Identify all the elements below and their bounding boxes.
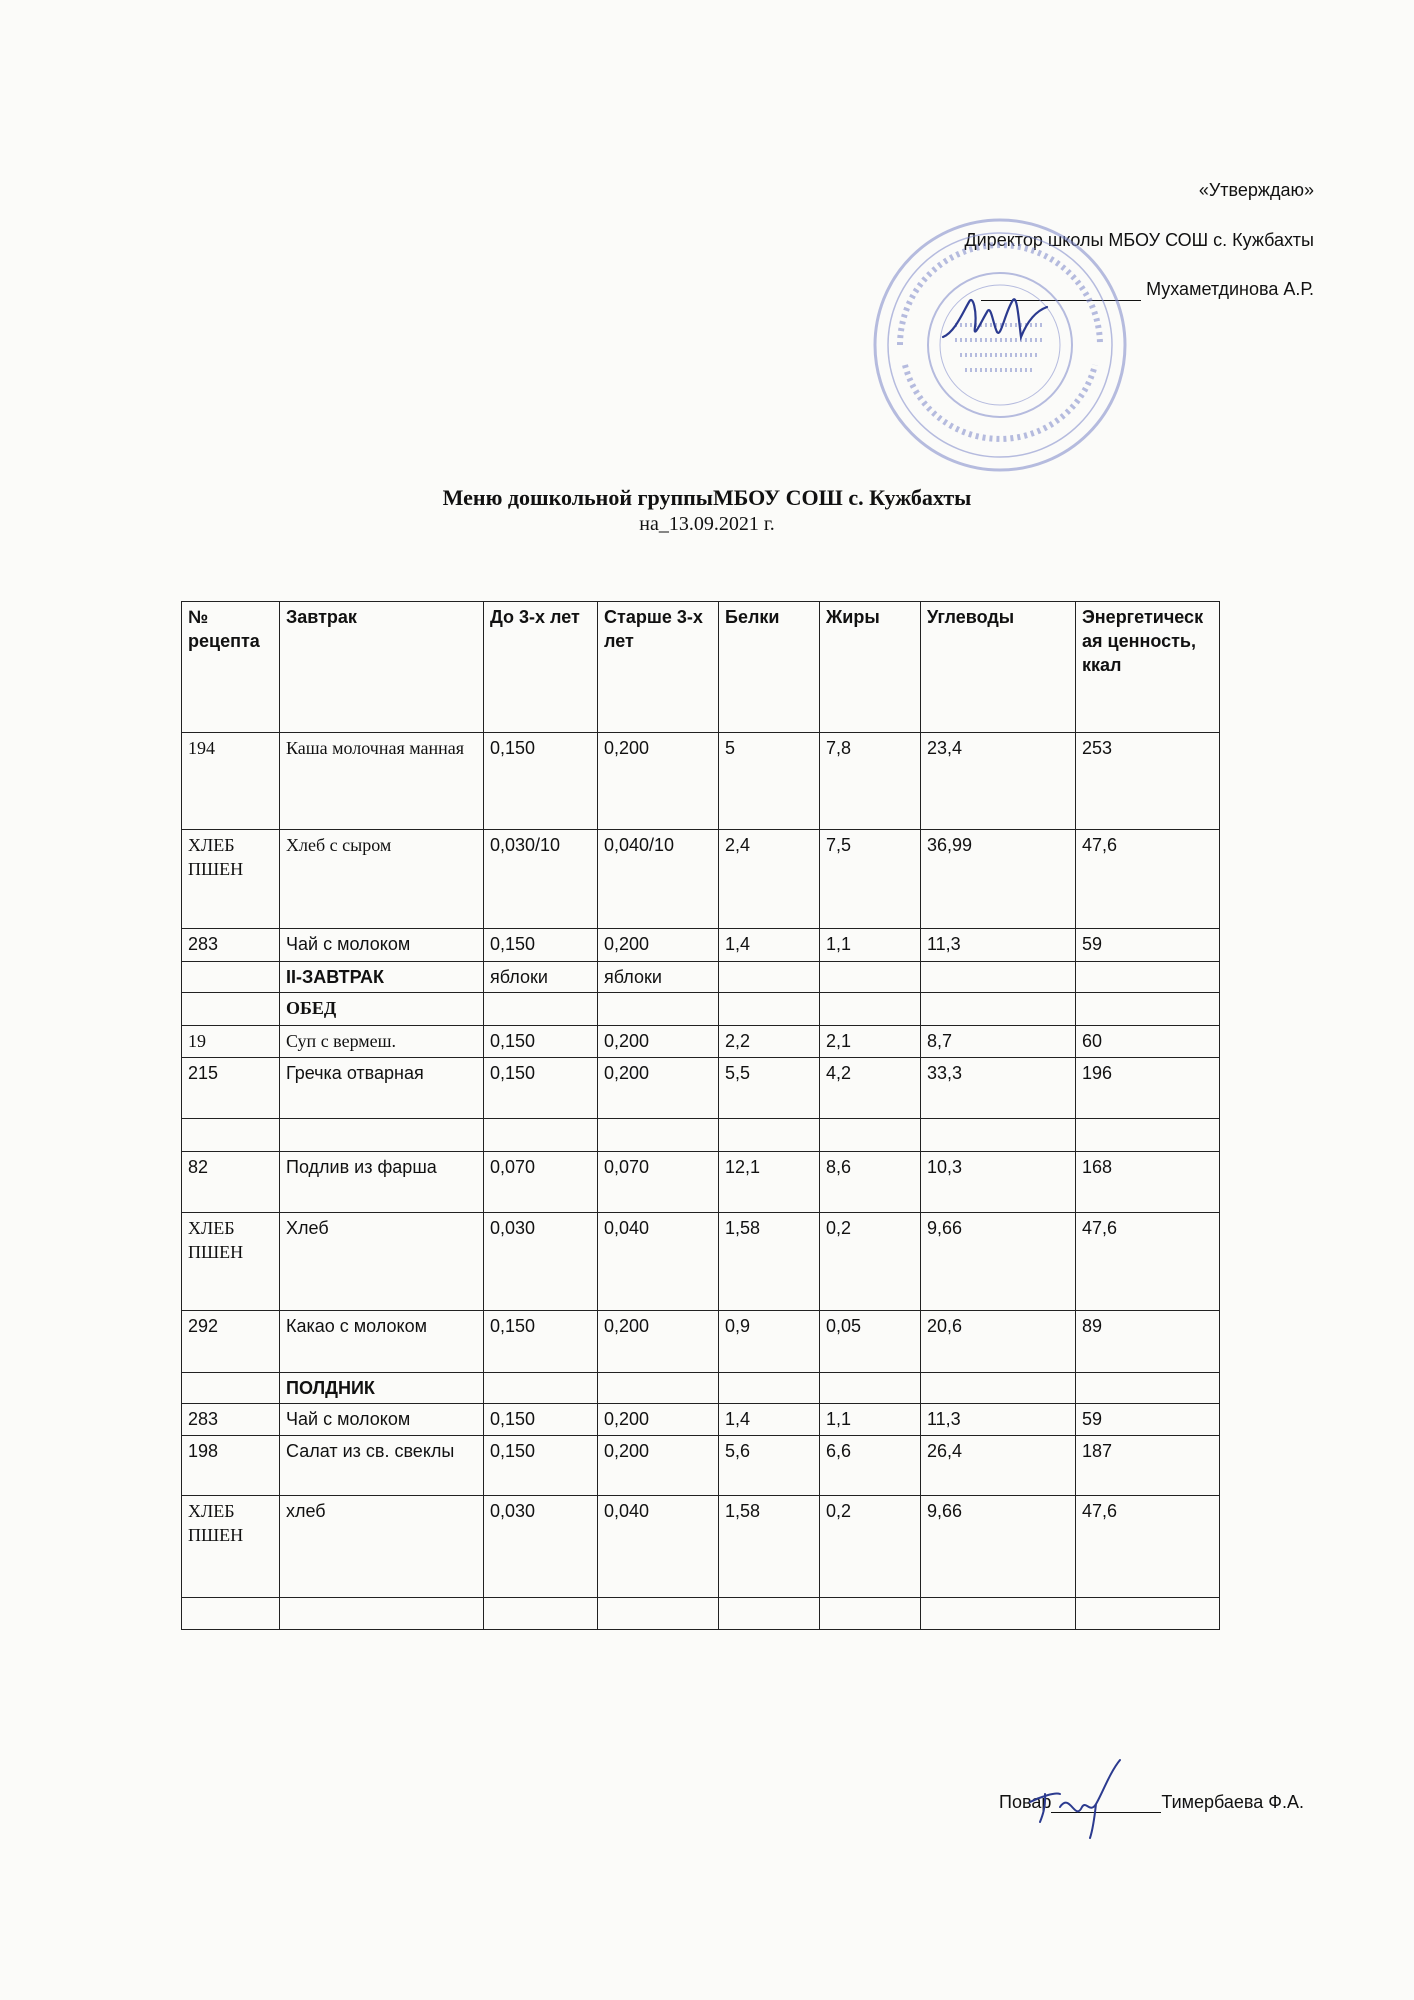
recipe-no-cell: ХЛЕБ ПШЕН bbox=[182, 1496, 280, 1598]
document-title-block bbox=[0, 485, 1414, 536]
header-over-3: Старше 3-х лет bbox=[598, 602, 719, 733]
portion-under-3-cell: 0,150 bbox=[484, 1436, 598, 1496]
table-row bbox=[182, 1404, 1220, 1436]
portion-under-3-cell: 0,030/10 bbox=[484, 830, 598, 929]
protein-cell: 12,1 bbox=[719, 1152, 820, 1213]
dish-cell: Подлив из фарша bbox=[280, 1152, 484, 1213]
portion-over-3-cell bbox=[598, 1119, 719, 1152]
protein-cell: 1,4 bbox=[719, 1404, 820, 1436]
cook-signature bbox=[1020, 1752, 1130, 1842]
table-row-empty bbox=[182, 1119, 1220, 1152]
fat-cell bbox=[820, 962, 921, 993]
document-date: на_13.09.2021 г. bbox=[639, 513, 775, 535]
cook-name: Тимербаева Ф.А. bbox=[1161, 1792, 1304, 1812]
carbs-cell: 9,66 bbox=[921, 1213, 1076, 1311]
carbs-cell: 33,3 bbox=[921, 1058, 1076, 1119]
dish-cell: Хлеб bbox=[280, 1213, 484, 1311]
portion-under-3-cell: 0,150 bbox=[484, 1404, 598, 1436]
portion-under-3-cell: 0,150 bbox=[484, 1026, 598, 1058]
energy-cell: 89 bbox=[1076, 1311, 1220, 1373]
section-afternoon-snack: ПОЛДНИК bbox=[280, 1373, 484, 1404]
dish-cell bbox=[280, 1119, 484, 1152]
dish-cell: Гречка отварная bbox=[280, 1058, 484, 1119]
energy-cell bbox=[1076, 1119, 1220, 1152]
carbs-cell: 10,3 bbox=[921, 1152, 1076, 1213]
protein-cell: 5,5 bbox=[719, 1058, 820, 1119]
header-fat: Жиры bbox=[820, 602, 921, 733]
dish-cell: хлеб bbox=[280, 1496, 484, 1598]
recipe-no-cell: 194 bbox=[182, 733, 280, 830]
recipe-no-cell: 19 bbox=[182, 1026, 280, 1058]
portion-over-3-cell: 0,070 bbox=[598, 1152, 719, 1213]
portion-over-3-cell: 0,200 bbox=[598, 1026, 719, 1058]
energy-cell: 187 bbox=[1076, 1436, 1220, 1496]
portion-under-3-cell: 0,070 bbox=[484, 1152, 598, 1213]
fat-cell: 2,1 bbox=[820, 1026, 921, 1058]
portion-under-3-cell: 0,150 bbox=[484, 733, 598, 830]
carbs-cell bbox=[921, 1598, 1076, 1630]
protein-cell: 5,6 bbox=[719, 1436, 820, 1496]
carbs-cell: 8,7 bbox=[921, 1026, 1076, 1058]
carbs-cell bbox=[921, 1373, 1076, 1404]
fat-cell: 7,8 bbox=[820, 733, 921, 830]
portion-under-3-cell: яблоки bbox=[484, 962, 598, 993]
recipe-no-cell: ХЛЕБ ПШЕН bbox=[182, 1213, 280, 1311]
table-row-section bbox=[182, 962, 1220, 993]
carbs-cell bbox=[921, 1119, 1076, 1152]
energy-cell: 168 bbox=[1076, 1152, 1220, 1213]
carbs-cell: 23,4 bbox=[921, 733, 1076, 830]
protein-cell: 0,9 bbox=[719, 1311, 820, 1373]
section-second-breakfast: II-ЗАВТРАК bbox=[280, 962, 484, 993]
table-row bbox=[182, 1213, 1220, 1311]
carbs-cell: 26,4 bbox=[921, 1436, 1076, 1496]
fat-cell: 6,6 bbox=[820, 1436, 921, 1496]
carbs-cell: 9,66 bbox=[921, 1496, 1076, 1598]
recipe-no-cell: 215 bbox=[182, 1058, 280, 1119]
portion-under-3-cell bbox=[484, 1598, 598, 1630]
recipe-no-cell: ХЛЕБ ПШЕН bbox=[182, 830, 280, 929]
energy-cell: 253 bbox=[1076, 733, 1220, 830]
carbs-cell: 20,6 bbox=[921, 1311, 1076, 1373]
director-signature bbox=[935, 282, 1055, 352]
protein-cell: 1,58 bbox=[719, 1213, 820, 1311]
header-energy: Энергетическая ценность, ккал bbox=[1076, 602, 1220, 733]
energy-cell: 47,6 bbox=[1076, 1213, 1220, 1311]
cook-label: Повар bbox=[999, 1792, 1052, 1812]
table-row-empty bbox=[182, 1598, 1220, 1630]
dish-cell: Суп с вермеш. bbox=[280, 1026, 484, 1058]
fat-cell: 1,1 bbox=[820, 1404, 921, 1436]
dish-cell: Хлеб с сыром bbox=[280, 830, 484, 929]
carbs-cell bbox=[921, 993, 1076, 1026]
table-row-section bbox=[182, 1373, 1220, 1404]
protein-cell: 1,58 bbox=[719, 1496, 820, 1598]
portion-over-3-cell: 0,040 bbox=[598, 1496, 719, 1598]
table-row bbox=[182, 1058, 1220, 1119]
document-title: Меню дошкольной группыМБОУ СОШ с. Кужбахты bbox=[442, 485, 972, 510]
recipe-no-cell: 283 bbox=[182, 1404, 280, 1436]
protein-cell: 5 bbox=[719, 733, 820, 830]
portion-over-3-cell: 0,200 bbox=[598, 929, 719, 962]
protein-cell bbox=[719, 1119, 820, 1152]
dish-cell: Чай с молоком bbox=[280, 929, 484, 962]
energy-cell: 47,6 bbox=[1076, 1496, 1220, 1598]
fat-cell: 0,05 bbox=[820, 1311, 921, 1373]
director-name: Мухаметдинова А.Р. bbox=[1146, 279, 1314, 300]
portion-over-3-cell: 0,200 bbox=[598, 1058, 719, 1119]
protein-cell: 1,4 bbox=[719, 929, 820, 962]
fat-cell bbox=[820, 1598, 921, 1630]
section-lunch: ОБЕД bbox=[280, 993, 484, 1026]
carbs-cell bbox=[921, 962, 1076, 993]
carbs-cell: 36,99 bbox=[921, 830, 1076, 929]
dish-cell: Какао с молоком bbox=[280, 1311, 484, 1373]
portion-over-3-cell: яблоки bbox=[598, 962, 719, 993]
protein-cell bbox=[719, 962, 820, 993]
fat-cell: 8,6 bbox=[820, 1152, 921, 1213]
table-row bbox=[182, 929, 1220, 962]
portion-over-3-cell: 0,040/10 bbox=[598, 830, 719, 929]
dish-cell bbox=[280, 1598, 484, 1630]
energy-cell: 59 bbox=[1076, 929, 1220, 962]
portion-under-3-cell: 0,030 bbox=[484, 1213, 598, 1311]
portion-over-3-cell bbox=[598, 993, 719, 1026]
energy-cell: 59 bbox=[1076, 1404, 1220, 1436]
portion-under-3-cell: 0,030 bbox=[484, 1496, 598, 1598]
energy-cell: 47,6 bbox=[1076, 830, 1220, 929]
portion-under-3-cell bbox=[484, 1119, 598, 1152]
approval-position: Директор школы МБОУ СОШ с. Кужбахты bbox=[964, 229, 1314, 250]
fat-cell: 7,5 bbox=[820, 830, 921, 929]
portion-over-3-cell: 0,200 bbox=[598, 1436, 719, 1496]
table-row-section bbox=[182, 993, 1220, 1026]
header-under-3: До 3-х лет bbox=[484, 602, 598, 733]
portion-under-3-cell bbox=[484, 993, 598, 1026]
portion-over-3-cell: 0,040 bbox=[598, 1213, 719, 1311]
header-meal: Завтрак bbox=[280, 602, 484, 733]
fat-cell bbox=[820, 1119, 921, 1152]
recipe-no-cell: 198 bbox=[182, 1436, 280, 1496]
portion-over-3-cell: 0,200 bbox=[598, 1404, 719, 1436]
approval-heading: «Утверждаю» bbox=[1198, 180, 1314, 200]
portion-over-3-cell bbox=[598, 1598, 719, 1630]
energy-cell bbox=[1076, 1373, 1220, 1404]
dish-cell: Салат из св. свеклы bbox=[280, 1436, 484, 1496]
protein-cell: 2,4 bbox=[719, 830, 820, 929]
fat-cell: 0,2 bbox=[820, 1496, 921, 1598]
portion-over-3-cell: 0,200 bbox=[598, 733, 719, 830]
table-row bbox=[182, 1436, 1220, 1496]
header-carbs: Углеводы bbox=[921, 602, 1076, 733]
recipe-no-cell: 292 bbox=[182, 1311, 280, 1373]
dish-cell: Чай с молоком bbox=[280, 1404, 484, 1436]
protein-cell bbox=[719, 993, 820, 1026]
recipe-no-cell: 82 bbox=[182, 1152, 280, 1213]
header-recipe-no: № рецепта bbox=[182, 602, 280, 733]
carbs-cell: 11,3 bbox=[921, 929, 1076, 962]
table-row bbox=[182, 1152, 1220, 1213]
energy-cell bbox=[1076, 962, 1220, 993]
carbs-cell: 11,3 bbox=[921, 1404, 1076, 1436]
portion-under-3-cell: 0,150 bbox=[484, 1058, 598, 1119]
recipe-no-cell bbox=[182, 1119, 280, 1152]
energy-cell: 196 bbox=[1076, 1058, 1220, 1119]
dish-cell: Каша молочная манная bbox=[280, 733, 484, 830]
portion-under-3-cell bbox=[484, 1373, 598, 1404]
energy-cell bbox=[1076, 993, 1220, 1026]
fat-cell bbox=[820, 993, 921, 1026]
fat-cell: 4,2 bbox=[820, 1058, 921, 1119]
header-protein: Белки bbox=[719, 602, 820, 733]
protein-cell bbox=[719, 1598, 820, 1630]
portion-under-3-cell: 0,150 bbox=[484, 1311, 598, 1373]
protein-cell bbox=[719, 1373, 820, 1404]
table-row bbox=[182, 1311, 1220, 1373]
table-header-row bbox=[182, 602, 1220, 733]
fat-cell: 1,1 bbox=[820, 929, 921, 962]
menu-table bbox=[181, 601, 1220, 1630]
recipe-no-cell: 283 bbox=[182, 929, 280, 962]
fat-cell: 0,2 bbox=[820, 1213, 921, 1311]
table-row bbox=[182, 733, 1220, 830]
fat-cell bbox=[820, 1373, 921, 1404]
energy-cell bbox=[1076, 1598, 1220, 1630]
portion-over-3-cell: 0,200 bbox=[598, 1311, 719, 1373]
table-row bbox=[182, 1496, 1220, 1598]
recipe-no-cell bbox=[182, 993, 280, 1026]
recipe-no-cell bbox=[182, 1598, 280, 1630]
table-row bbox=[182, 830, 1220, 929]
recipe-no-cell bbox=[182, 1373, 280, 1404]
portion-over-3-cell bbox=[598, 1373, 719, 1404]
recipe-no-cell bbox=[182, 962, 280, 993]
table-row bbox=[182, 1026, 1220, 1058]
energy-cell: 60 bbox=[1076, 1026, 1220, 1058]
portion-under-3-cell: 0,150 bbox=[484, 929, 598, 962]
protein-cell: 2,2 bbox=[719, 1026, 820, 1058]
